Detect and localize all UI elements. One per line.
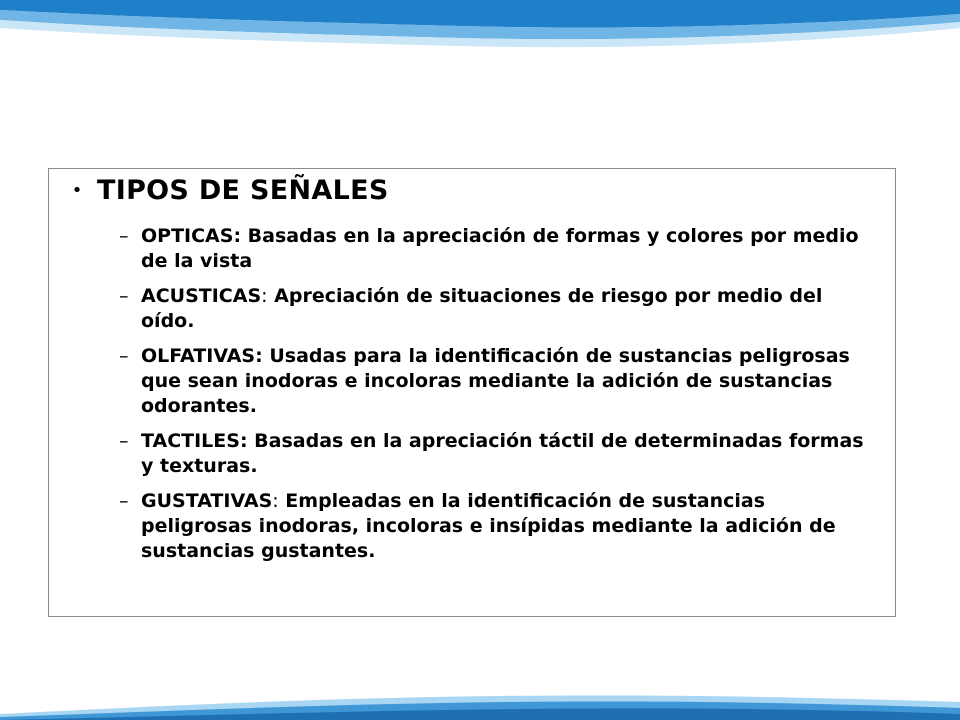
heading-row [57,175,389,206]
item-term: OPTICAS [141,225,234,247]
item-text [141,344,879,419]
content-box [48,168,896,617]
dash-icon: – [119,490,129,512]
item-description: Empleadas en la identificación de sustancias peligrosas inodoras, incoloras e insípidas mediante la adición de sustancias gustantes. [141,490,836,562]
item-term: GUSTATIVAS [141,490,273,512]
item-description: Basadas en la apreciación táctil de determinadas formas y texturas. [141,430,864,477]
item-separator: : [272,490,279,512]
list-item [119,224,879,274]
item-separator: : [233,225,242,247]
list-item [119,284,879,334]
list-item [119,489,879,564]
dash-icon: – [119,345,129,367]
item-separator: : [261,285,268,307]
signal-type-list [119,224,879,574]
item-separator: : [255,345,263,367]
bullet-icon: • [71,180,83,201]
dash-icon: – [119,225,129,247]
item-term: ACUSTICAS [141,285,262,307]
item-text [141,489,879,564]
bottom-wave-decoration [0,684,960,720]
item-separator: : [239,430,248,452]
item-text [141,284,879,334]
list-item [119,429,879,479]
item-term: OLFATIVAS [141,345,256,367]
item-description: Basadas en la apreciación de formas y colores por medio de la vista [141,225,859,272]
item-text [141,224,879,274]
item-term: TACTILES [141,430,240,452]
dash-icon: – [119,430,129,452]
item-text [141,429,879,479]
list-item [119,344,879,419]
item-description: Apreciación de situaciones de riesgo por medio del oído. [141,285,823,332]
dash-icon: – [119,285,129,307]
slide-heading: TIPOS DE SEÑALES [97,175,389,206]
item-description: Usadas para la identificación de sustancias peligrosas que sean inodoras e incoloras mediante la adición de sustancias odorantes. [141,345,850,417]
top-wave-decoration [0,0,960,50]
